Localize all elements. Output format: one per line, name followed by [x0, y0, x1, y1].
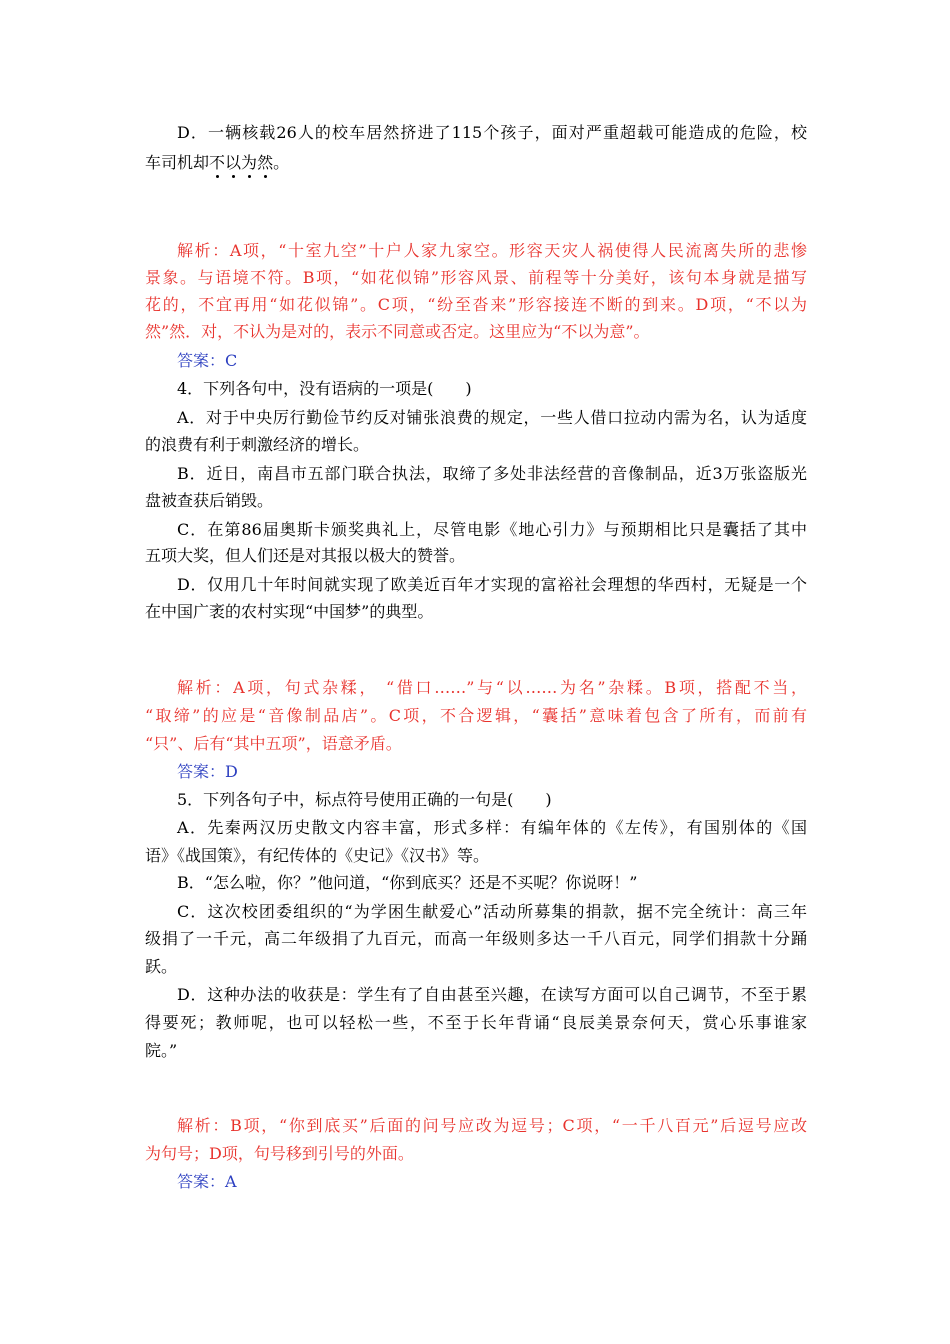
analysis-3-line-4: 然”然．对，不认为是对的，表示不同意或否定。这里应为“不以为意”。 — [145, 322, 650, 341]
q5-option-c-line-2: 级捐了一千元，高二年级捐了九百元，而高一年级则多达一千八百元，同学们捐款十分踊 — [145, 929, 807, 948]
analysis-4-line-3: “只”、后有“其中五项”，语意矛盾。 — [145, 734, 402, 753]
answer-4: 答案：D — [177, 762, 238, 781]
analysis-3-line-3: 花的，不宜再用“如花似锦”。C项，“纷至沓来”形容接连不断的到来。D项，“不以为 — [145, 295, 807, 314]
q5-option-d-line-2: 得要死；教师呢，也可以轻松一些，不至于长年背诵“良辰美景奈何天，赏心乐事谁家 — [145, 1013, 807, 1032]
q4-option-d-line-1: D．仅用几十年时间就实现了欧美近百年才实现的富裕社会理想的华西村，无疑是一个 — [177, 575, 807, 594]
q5-option-c-line-3: 跃。 — [145, 957, 178, 976]
q3-option-d-line-1: D．一辆核载26人的校车居然挤进了115个孩子，面对严重超载可能造成的危险，校 — [177, 123, 807, 142]
q5-option-d-line-3: 院。” — [145, 1041, 178, 1060]
q5-option-b-line-1: B．“怎么啦，你？”他问道，“你到底买？还是不买呢？你说呀！” — [177, 873, 638, 892]
q3-option-d-line-2-end: 。 — [273, 153, 290, 172]
emphasis-dot-char: 不 — [209, 153, 226, 172]
q4-option-b-line-2: 盘被查获后销毁。 — [145, 491, 274, 510]
q4-option-a-line-1: A．对于中央厉行勤俭节约反对铺张浪费的规定，一些人借口拉动内需为名，认为适度 — [177, 408, 807, 427]
analysis-5-line-1: 解析：B项，“你到底买”后面的问号应改为逗号；C项，“一千八百元”后逗号应改 — [177, 1116, 807, 1135]
q4-stem: 4．下列各句中，没有语病的一项是( ) — [177, 379, 472, 398]
answer-3: 答案：C — [177, 351, 238, 370]
q3-option-d-line-2 — [145, 152, 807, 174]
analysis-3-line-2: 景象。与语境不符。B项，“如花似锦”形容风景、前程等十分美好，该句本身就是描写 — [145, 268, 807, 287]
q4-option-d-line-2: 在中国广袤的农村实现“中国梦”的典型。 — [145, 602, 434, 621]
analysis-3-line-1: 解析：A项，“十室九空”十户人家九家空。形容天灾人祸使得人民流离失所的悲惨 — [177, 241, 807, 260]
q4-option-a-line-2: 的浪费有利于刺激经济的增长。 — [145, 435, 370, 454]
emphasis-dot-char: 为 — [241, 153, 258, 172]
q5-stem: 5．下列各句子中，标点符号使用正确的一句是( ) — [177, 790, 552, 809]
q4-option-c-line-1: C．在第86届奥斯卡颁奖典礼上，尽管电影《地心引力》与预期相比只是囊括了其中 — [177, 520, 807, 539]
analysis-5-line-2: 为句号；D项，句号移到引号的外面。 — [145, 1144, 414, 1163]
q5-option-a-line-1: A．先秦两汉历史散文内容丰富，形式多样：有编年体的《左传》，有国别体的《国 — [177, 818, 807, 837]
q5-option-a-line-2: 语》《战国策》，有纪传体的《史记》《汉书》等。 — [145, 846, 490, 865]
q3-option-d-line-2-start: 车司机却 — [145, 153, 210, 172]
analysis-4-line-2: “取缔”的应是“音像制品店”。C项，不合逻辑，“囊括”意味着包含了所有，而前有 — [145, 706, 807, 725]
answer-5: 答案：A — [177, 1172, 237, 1191]
q5-option-d-line-1: D．这种办法的收获是：学生有了自由甚至兴趣，在读写方面可以自己调节，不至于累 — [177, 985, 807, 1004]
q4-option-c-line-2: 五项大奖，但人们还是对其报以极大的赞誉。 — [145, 546, 466, 565]
q4-option-b-line-1: B．近日，南昌市五部门联合执法，取缔了多处非法经营的音像制品，近3万张盗版光 — [177, 464, 807, 483]
emphasis-dot-char: 以 — [225, 153, 242, 172]
q5-option-c-line-1: C．这次校团委组织的“为学困生献爱心”活动所募集的捐款，据不完全统计：高三年 — [177, 902, 807, 921]
analysis-4-line-1: 解析：A项，句式杂糅， “借口……”与“以……为名”杂糅。B项，搭配不当， — [177, 678, 807, 697]
emphasis-dot-char: 然 — [257, 153, 274, 172]
